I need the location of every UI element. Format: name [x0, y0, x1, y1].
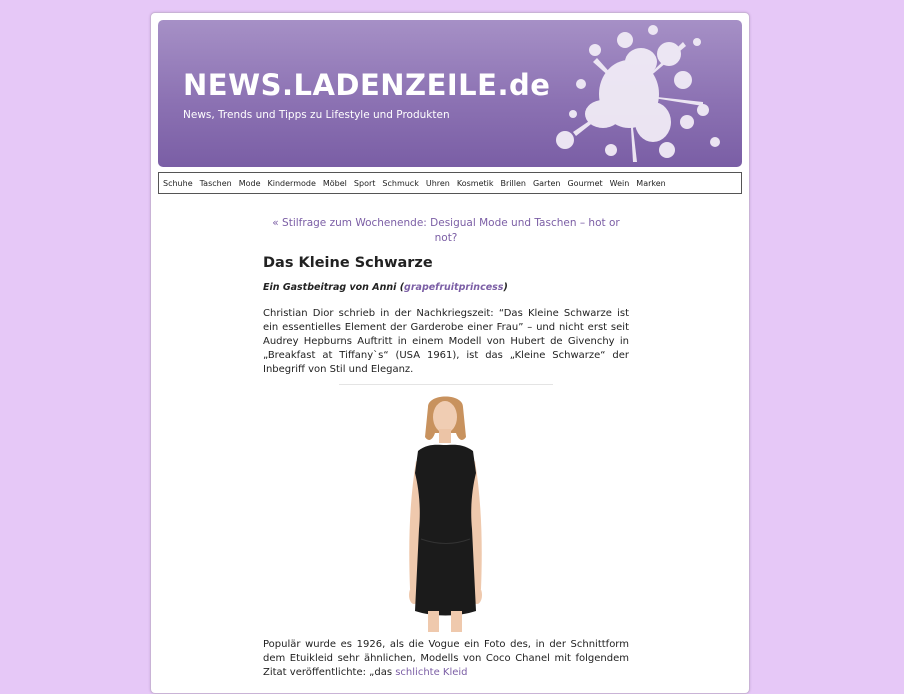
dress-model-photo[interactable] [388, 389, 503, 632]
nav-item-sport[interactable]: Sport [353, 178, 376, 188]
page-container [150, 12, 750, 694]
nav-item-gourmet[interactable]: Gourmet [567, 178, 603, 188]
previous-post-link[interactable]: « Stilfrage zum Wochenende: Desigual Mode und Taschen – hot or not? [272, 217, 620, 244]
post-paragraph-1: Christian Dior schrieb in der Nachkriegszeit: “Das Kleine Schwarze ist ein essentielles Element der Garderobe einer Frau” – und nicht erst seit Audrey Hepburns Auftritt in einem Modell von Hubert de Givenchy in „Breakfast at Tiffany`s“ (USA 1961), ist das „Kleine Schwarze“ der Inbegriff von Stil und Eleganz. [263, 308, 629, 375]
plain-dress-link[interactable]: schlichte Kleid [395, 667, 468, 678]
guest-author-link[interactable]: grapefruitprincess [404, 282, 504, 293]
post-paragraph-2 [263, 638, 629, 680]
nav-item-taschen[interactable]: Taschen [199, 178, 232, 188]
guest-prefix: Ein Gastbeitrag von Anni ( [263, 282, 405, 293]
nav-item-kosmetik[interactable]: Kosmetik [456, 178, 494, 188]
post-paragraph-2-text: Populär wurde es 1926, als die Vogue ein Foto des, in der Schnittform dem Etuikleid sehr ähnlichen, Modells von Coco Chanel mit folgendem Zitat veröffentlichte: „das [263, 639, 629, 678]
nav-item-wein[interactable]: Wein [609, 178, 630, 188]
nav-item-marken[interactable]: Marken [636, 178, 666, 188]
nav-item-kindermode[interactable]: Kindermode [267, 178, 316, 188]
paint-splash-graphic [533, 22, 738, 167]
nav-item-schmuck[interactable]: Schmuck [382, 178, 419, 188]
nav-item-schuhe[interactable]: Schuhe [163, 178, 193, 188]
nav-item-brillen[interactable]: Brillen [500, 178, 526, 188]
guest-byline [263, 282, 508, 293]
nav-item-garten[interactable]: Garten [532, 178, 561, 188]
nav-item-uhren[interactable]: Uhren [425, 178, 450, 188]
category-nav [158, 172, 742, 194]
divider [339, 384, 553, 385]
site-header [158, 20, 742, 167]
site-title[interactable]: NEWS.LADENZEILE.de [183, 68, 551, 102]
nav-item-moebel[interactable]: Möbel [322, 178, 347, 188]
post-title: Das Kleine Schwarze [263, 255, 433, 271]
guest-suffix: ) [503, 282, 508, 293]
nav-item-mode[interactable]: Mode [238, 178, 261, 188]
site-tagline: News, Trends und Tipps zu Lifestyle und Produkten [183, 109, 450, 121]
